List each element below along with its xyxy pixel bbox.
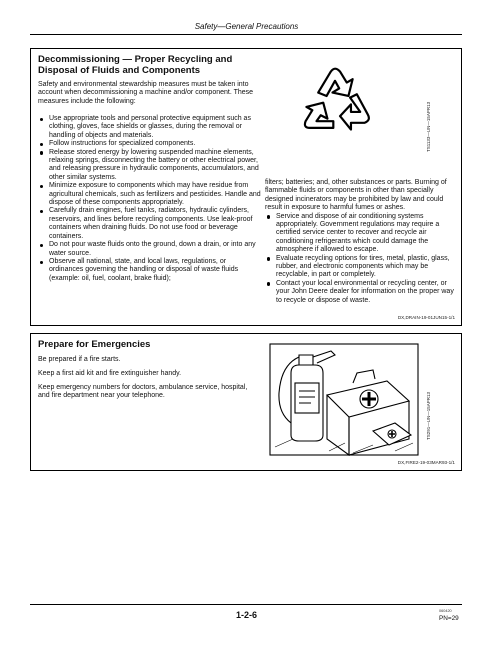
bullet-icon xyxy=(267,282,270,285)
decommissioning-section xyxy=(30,48,462,326)
emergencies-paragraph: Keep emergency numbers for doctors, ambulance service, hospital, and fire department near your telephone. xyxy=(38,384,248,400)
list-item: Use appropriate tools and personal protective equipment such as clothing, gloves, face shields or glasses, during the removal or handling of objects and materials. xyxy=(38,115,262,140)
list-item: Do not pour waste fluids onto the ground, down a drain, or into any water source. xyxy=(38,241,262,258)
footer-rule xyxy=(30,604,462,605)
decommissioning-bullets-right xyxy=(265,213,457,305)
list-item: Follow instructions for specialized components. xyxy=(38,140,262,148)
list-item: Carefully drain engines, fuel tanks, radiators, hydraulic cylinders, reservoirs, and lines before recycling components. Use leak-proof containers when draining fluids. Do not use food or beverage containers. xyxy=(38,207,262,241)
bullet-icon xyxy=(40,118,43,121)
bullet-icon xyxy=(40,261,43,264)
decommissioning-footer-code: DX,DRAIN-19-01JUN15-1/1 xyxy=(397,315,455,320)
footer-small-code: 060420 xyxy=(439,609,452,613)
emergencies-footer-code: DX,FIRE2-19-03MAR93-1/1 xyxy=(397,460,455,465)
bullet-icon xyxy=(40,244,43,247)
list-item: Minimize exposure to components which may have residue from agricultural chemicals, such as fertilizers and pesticides. Handle and dispose of these components appropriately. xyxy=(38,182,262,207)
decommissioning-title: Decommissioning — Proper Recycling and Disposal of Fluids and Components xyxy=(38,54,233,76)
list-item: Release stored energy by lowering suspended machine elements, relaxing springs, disconnecting the battery or other electrical power, and releasing pressure in hydraulic components, accumulators, and other similar systems. xyxy=(38,149,262,183)
list-item: Service and dispose of air conditioning systems appropriately. Government regulations may require a certified service center to recover and recycle air conditioning refrigerants which could damage the atmosphere if allowed to escape. xyxy=(265,213,457,255)
decommissioning-intro: Safety and environmental stewardship measures must be taken into account when decommissioning a machine and/or component. These measures include the following: xyxy=(38,81,254,105)
decommissioning-bullets-left xyxy=(38,115,262,283)
bullet-icon xyxy=(40,151,43,154)
emergencies-paragraph: Keep a first aid kit and fire extinguisher handy. xyxy=(38,370,182,377)
page-pn: PN=29 xyxy=(439,615,459,622)
recycle-image-code: TS1133—UN—15APR13 xyxy=(426,101,431,152)
bullet-icon xyxy=(40,185,43,188)
page-number: 1-2-6 xyxy=(235,610,257,620)
header-rule xyxy=(30,34,462,35)
emergency-image-code: TS291—UN—15APR13 xyxy=(426,391,431,440)
decommissioning-right-column xyxy=(265,179,457,305)
list-item: Observe all national, state, and local laws, regulations, or ordinances governing the handling or disposal of waste fluids (example: oil, fuel, coolant, brake fluid); xyxy=(38,258,262,283)
emergencies-paragraph: Be prepared if a fire starts. xyxy=(38,356,121,363)
bullet-icon xyxy=(40,210,43,213)
list-item: Evaluate recycling options for tires, metal, plastic, glass, rubber, and electronic components which may be recyclable, in part or completely. xyxy=(265,255,457,280)
emergencies-section xyxy=(30,333,462,471)
bullet-icon xyxy=(40,143,43,146)
bullet-icon xyxy=(267,215,270,218)
emergencies-title: Prepare for Emergencies xyxy=(38,339,151,350)
list-item: Contact your local environmental or recycling center, or your John Deere dealer for information on the proper way to recycle or dispose of waste. xyxy=(265,280,457,305)
bullet-icon xyxy=(267,257,270,260)
recycle-icon xyxy=(293,59,377,143)
continuation-text: filters; batteries; and, other substances or parts. Burning of flammable fluids or components in other than specially designed incinerators may be prohibited by law and could result in exposure to harmful fumes or ashes. xyxy=(265,179,447,212)
page-header-title: Safety—General Precautions xyxy=(194,22,299,31)
first-aid-kit-and-extinguisher-icon xyxy=(269,343,419,456)
